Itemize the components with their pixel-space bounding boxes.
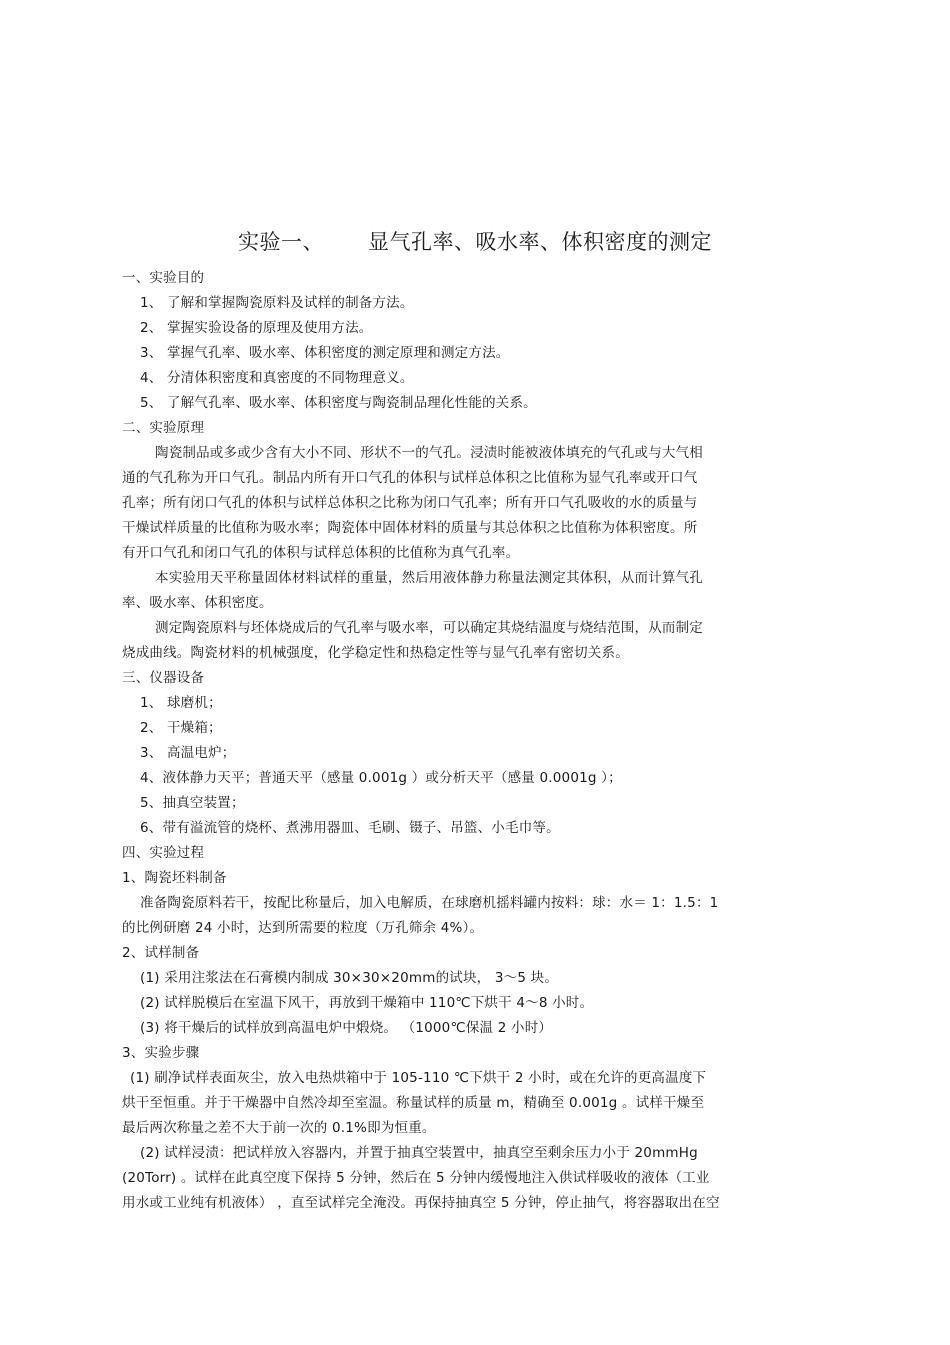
title-number: 实验一、 — [238, 230, 324, 254]
equipment-item-5: 5、抽真空装置； — [140, 795, 245, 811]
purpose-item-4: 4、 分清体积密度和真密度的不同物理意义。 — [140, 370, 414, 386]
section-heading-equipment: 三、仪器设备 — [122, 670, 205, 686]
procedure-paragraph-line: (1) 刷净试样表面灰尘，放入电热烘箱中于 105-110 ℃下烘干 2 小时，或在允许的更高温度下 — [130, 1070, 707, 1086]
principle-paragraph-line: 干燥试样质量的比值称为吸水率；陶瓷体中固体材料的质量与其总体积之比值称为体积密度。所 — [122, 520, 698, 536]
section-heading-purpose: 一、实验目的 — [122, 270, 205, 286]
subheading-sample-prep: 2、试样制备 — [122, 945, 200, 961]
subheading-material-prep: 1、陶瓷坯料制备 — [122, 870, 227, 886]
principle-paragraph-line: 率、吸水率、体积密度。 — [122, 595, 273, 611]
sample-prep-step-2: (2) 试样脱模后在室温下风干，再放到干燥箱中 110℃下烘干 4～8 小时。 — [140, 995, 594, 1011]
procedure-paragraph-line: (20Torr) 。试样在此真空度下保持 5 分钟，然后在 5 分钟内缓慢地注入供试样吸收的液体（工业 — [122, 1170, 710, 1186]
subheading-procedure: 3、实验步骤 — [122, 1045, 200, 1061]
principle-paragraph-line: 测定陶瓷原料与坯体烧成后的气孔率与吸水率，可以确定其烧结温度与烧结范围，从而制定 — [155, 620, 703, 636]
principle-paragraph-line: 烧成曲线。陶瓷材料的机械强度，化学稳定性和热稳定性等与显气孔率有密切关系。 — [122, 645, 629, 661]
equipment-item-3: 3、 高温电炉； — [140, 745, 236, 761]
principle-paragraph-line: 有开口气孔和闭口气孔的体积与试样总体积的比值称为真气孔率。 — [122, 545, 520, 561]
equipment-item-4: 4、液体静力天平；普通天平（感量 0.001g ）或分析天平（感量 0.0001g ）； — [140, 770, 622, 786]
page-title — [0, 226, 950, 256]
purpose-item-2: 2、 掌握实验设备的原理及使用方法。 — [140, 320, 373, 336]
sample-prep-step-1: (1) 采用注浆法在石膏模内制成 30×30×20mm的试块， 3～5 块。 — [140, 970, 559, 986]
equipment-item-6: 6、带有溢流管的烧杯、煮沸用器皿、毛刷、镊子、吊篮、小毛巾等。 — [140, 820, 560, 836]
principle-paragraph-line: 孔率；所有闭口气孔的体积与试样总体积之比称为闭口气孔率；所有开口气孔吸收的水的质量与 — [122, 495, 698, 511]
section-heading-process: 四、实验过程 — [122, 845, 205, 861]
principle-paragraph-line: 通的气孔称为开口气孔。制品内所有开口气孔的体积与试样总体积之比值称为显气孔率或开口气 — [122, 470, 698, 486]
purpose-item-1: 1、 了解和掌握陶瓷原料及试样的制备方法。 — [140, 295, 414, 311]
principle-paragraph-line: 陶瓷制品或多或少含有大小不同、形状不一的气孔。浸渍时能被液体填充的气孔或与大气相 — [155, 445, 703, 461]
procedure-paragraph-line: 用水或工业纯有机液体） ，直至试样完全淹没。再保持抽真空 5 分钟，停止抽气，将容器取出在空 — [122, 1195, 720, 1211]
purpose-item-5: 5、 了解气孔率、吸水率、体积密度与陶瓷制品理化性能的关系。 — [140, 395, 537, 411]
process-paragraph-line: 的比例研磨 24 小时，达到所需要的粒度（万孔筛余 4%）。 — [122, 920, 484, 936]
section-heading-principle: 二、实验原理 — [122, 420, 205, 436]
sample-prep-step-3: (3) 将干燥后的试样放到高温电炉中煅烧。 （1000℃保温 2 小时） — [140, 1020, 553, 1036]
equipment-item-1: 1、 球磨机； — [140, 695, 222, 711]
title-text: 显气孔率、吸水率、体积密度的测定 — [368, 230, 712, 254]
process-paragraph-line: 准备陶瓷原料若干，按配比称量后，加入电解质，在球磨机摇料罐内按料：球：水＝ 1：1.5：1 — [140, 895, 719, 911]
procedure-paragraph-line: 最后两次称量之差不大于前一次的 0.1%即为恒重。 — [122, 1120, 436, 1136]
procedure-paragraph-line: 烘干至恒重。并于干燥器中自然冷却至室温。称量试样的质量 m，精确至 0.001g 。试样干燥至 — [122, 1095, 705, 1111]
principle-paragraph-line: 本实验用天平称量固体材料试样的重量，然后用液体静力称量法测定其体积，从而计算气孔 — [155, 570, 703, 586]
purpose-item-3: 3、 掌握气孔率、吸水率、体积密度的测定原理和测定方法。 — [140, 345, 510, 361]
equipment-item-2: 2、 干燥箱； — [140, 720, 222, 736]
procedure-paragraph-line: (2) 试样浸渍：把试样放入容器内，并置于抽真空装置中，抽真空至剩余压力小于 20mmHg — [140, 1145, 698, 1161]
